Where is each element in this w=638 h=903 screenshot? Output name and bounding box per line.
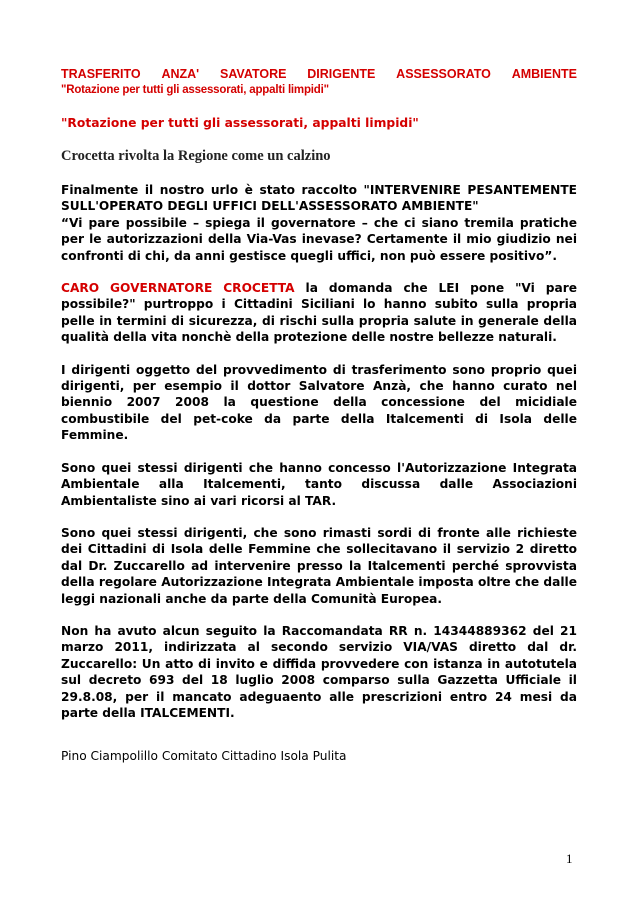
paragraph-5: Sono quei stessi dirigenti, che sono rimasti sordi di fronte alle richieste dei Cittadini di Isola delle Femmine che sollecitavano il servizio 2 diretto dal Dr. Zuccarello ad intervenire presso la Italcementi perché sprovvista della regolare Autorizzazione Integrata Ambientale imposta oltre che dalle leggi nazionali anche da parte della Comunità Europea.	[61, 525, 577, 606]
paragraph-1: Finalmente il nostro urlo è stato raccolto "INTERVENIRE PESANTEMENTE SULL'OPERATO DEGLI UFFICI DELL'ASSESSORATO AMBIENTE"	[61, 183, 577, 214]
header-word: SAVATORE	[220, 67, 287, 81]
paragraph-2	[61, 280, 577, 346]
page-number: 1	[566, 851, 573, 866]
article-subtitle: Crocetta rivolta la Regione come un calzino	[61, 148, 331, 164]
signature: Pino Ciampolillo Comitato Cittadino Isola Pulita	[61, 749, 347, 764]
header-word: ASSESSORATO	[396, 67, 491, 81]
paragraph-4: Sono quei stessi dirigenti che hanno concesso l'Autorizzazione Integrata Ambientale alla Italcementi, tanto discussa dalle Associazioni Ambientaliste sino ai vari ricorsi al TAR.	[61, 460, 577, 508]
governor-address: CARO GOVERNATORE CROCETTA	[61, 281, 295, 296]
paragraph-2-text: la domanda che LEI pone "Vi pare possibile?" purtroppo i Cittadini Siciliani lo hanno subito sulla propria pelle in termini di sicurezza, di rischi sulla propria salute in generale della qualità della vita nonchè della protezione delle nostre bellezze naturali.	[61, 281, 577, 345]
paragraph-3: I dirigenti oggetto del provvedimento di trasferimento sono proprio quei dirigenti, per esempio il dottor Salvatore Anzà, che hanno curato nel biennio 2007 2008 la questione della concessione del micidiale combustibile del pet-coke da parte della Italcementi di Isola delle Femmine.	[61, 362, 577, 443]
document-body	[61, 66, 577, 764]
header-line-2: "Rotazione per tutti gli assessorati, appalti limpidi"	[61, 84, 329, 96]
header-word: TRASFERITO	[61, 67, 141, 81]
article-title: "Rotazione per tutti gli assessorati, appalti limpidi"	[61, 116, 419, 130]
paragraph-1-quote: “Vi pare possibile – spiega il governatore – che ci siano tremila pratiche per le autorizzazioni della Via-Vas inevase? Certamente il mio giudizio nei confronti di chi, da anni gestisce quegli uffici, non può essere positivo”.	[61, 215, 577, 263]
header-line-1	[61, 66, 577, 82]
paragraph-6: Non ha avuto alcun seguito la Raccomandata RR n. 14344889362 del 21 marzo 2011, indirizzata al secondo servizio VIA/VAS diretto dal dr. Zuccarello: Un atto di invito e diffida provvedere con istanza in autotutela sul decreto 693 del 18 luglio 2008 comparso sulla Gazzetta Ufficiale il 29.8.08, per il mancato adeguaento alle prescrizioni entro 24 mesi da parte della ITALCEMENTI.	[61, 623, 577, 720]
header-word: DIRIGENTE	[307, 67, 376, 81]
header-word: ANZA'	[161, 67, 200, 81]
header-word: AMBIENTE	[511, 67, 577, 81]
header-block	[61, 66, 577, 98]
